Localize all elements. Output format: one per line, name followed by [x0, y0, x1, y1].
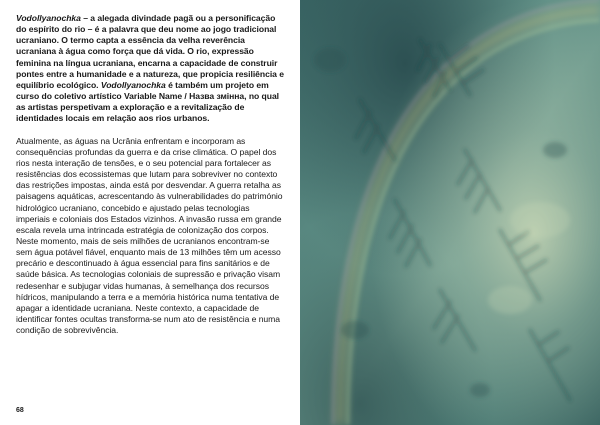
intro-text-part1: – a alegada divindade pagã ou a personificação do espírito do rio – é a palavra que deu nome ao jogo tradicional ucraniano. O termo capta a essência da velha reverência ucraniana à água como força que dá vida. O rio, expressão feminina na língua ucraniana, encarna a capacidade de construir pontes entre a humanidade e a natureza, que propicia resiliência e equilíbrio ecológico. [16, 13, 284, 90]
page-number: 68 [16, 407, 24, 414]
river-water-photo [300, 0, 600, 425]
intro-paragraph [16, 13, 284, 125]
right-page [300, 0, 600, 425]
intro-text-part2: é também um projeto em curso do coletivo artístico Variable Name / Назва змінна, no qual as artistas perspetivam a exploração e a revitalização de identidades locais em relação aos rios urbanos. [16, 79, 280, 124]
term-vodollyanochka: Vodollyanochka [16, 13, 81, 23]
text-column [16, 13, 284, 336]
body-paragraph: Atualmente, as águas na Ucrânia enfrentam e incorporam as consequências profundas da guerra e da crise climática. O papel dos rios nesta interação de tensões, e o seu potencial para fortalecer as resistências dos ecossistemas que lutam para sobreviver no contexto das restrições impostas, ainda está por desvendar. A guerra retalha as paisagens aquáticas, acrescentando às vulnerabilidades do património hidrológico ucraniano, concebido e ajustado pelas tecnologias imperiais e coloniais dos Estados vizinhos. A invasão russa em grande escala revela uma intrincada estratégia de colonização dos corpos. Neste momento, mais de seis milhões de ucranianos encontram-se sem água potável fiável, enquanto mais de 13 milhões têm um acesso precário e descontinuado à água essencial para fins sanitários e de saúde básica. As tecnologias coloniais de supressão e privação visam redesenhar e subjugar vidas humanas, à semelhança dos recursos hídricos, manipulando a terra e a memória histórica numa tentativa de apagar a identidade ucraniana. Neste contexto, a capacidade de identificar fontes ocultas transforma-se num ato de resistência e numa condição de sobrevivência. [16, 135, 283, 336]
term-vodollyanochka-2: Vodollyanochka [100, 79, 166, 90]
